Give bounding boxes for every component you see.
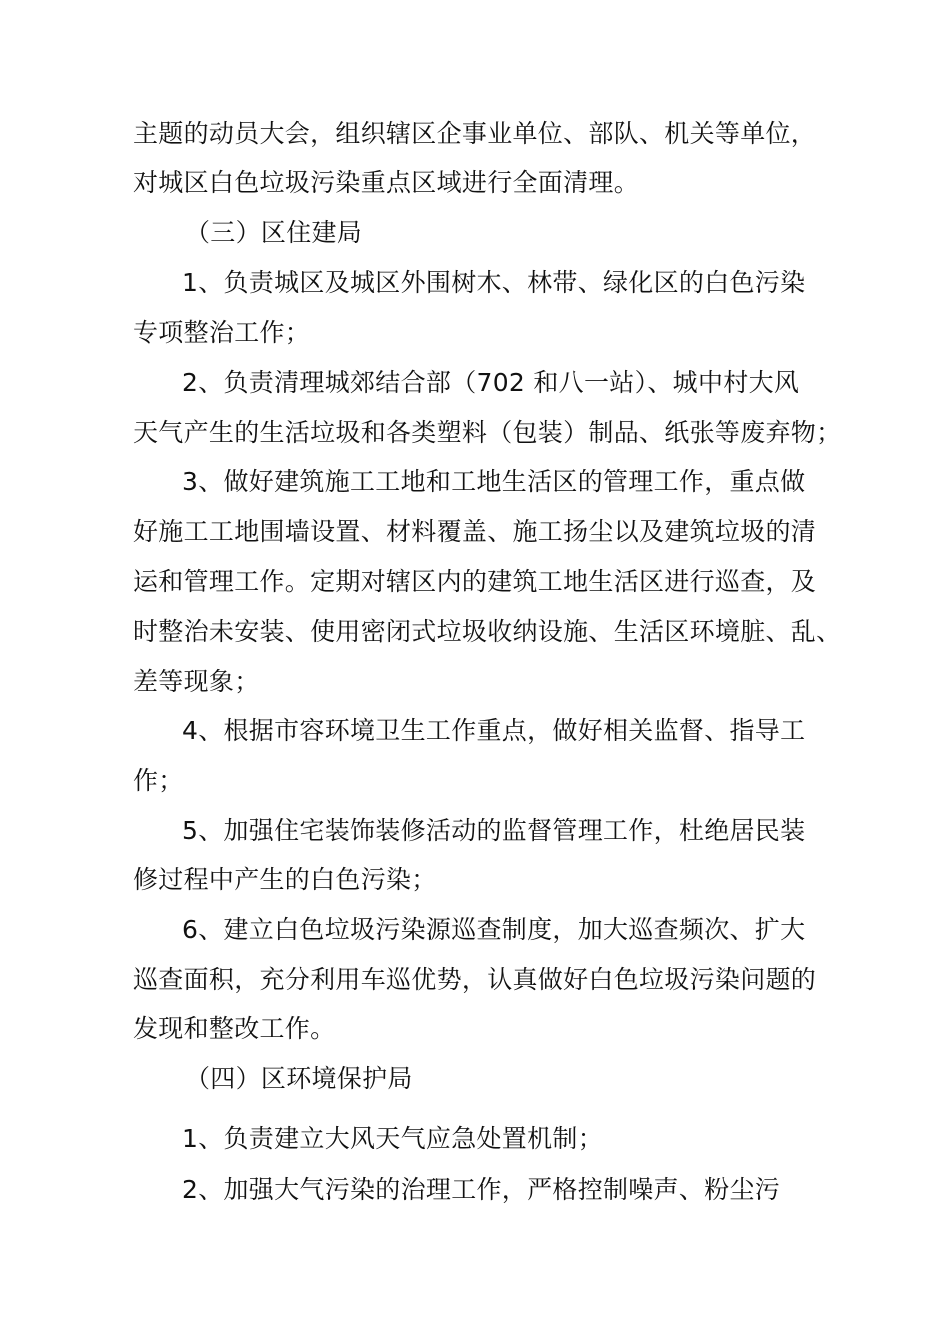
text-line: 运和管理工作。定期对辖区内的建筑工地生活区进行巡查，及 bbox=[133, 567, 817, 596]
section-heading: （四）区环境保护局 bbox=[185, 1064, 413, 1093]
text-line: 1、负责城区及城区外围树木、林带、绿化区的白色污染 bbox=[182, 268, 806, 297]
text-line: 发现和整改工作。 bbox=[133, 1014, 336, 1043]
text-line: 对城区白色垃圾污染重点区域进行全面清理。 bbox=[133, 168, 640, 197]
text-line: 作； bbox=[133, 766, 184, 795]
text-line: 1、负责建立大风天气应急处置机制； bbox=[182, 1124, 604, 1153]
text-line: 差等现象； bbox=[133, 667, 260, 696]
text-line: 天气产生的生活垃圾和各类塑料（包装）制品、纸张等废弃物； bbox=[133, 418, 842, 447]
text-line: 5、加强住宅装饰装修活动的监督管理工作，杜绝居民装 bbox=[182, 816, 806, 845]
text-line: 主题的动员大会，组织辖区企事业单位、部队、机关等单位， bbox=[133, 119, 817, 148]
text-line: 时整治未安装、使用密闭式垃圾收纳设施、生活区环境脏、乱、 bbox=[133, 617, 842, 646]
text-line: 2、负责清理城郊结合部（702 和八一站）、城中村大风 bbox=[182, 368, 800, 397]
text-line: 专项整治工作； bbox=[133, 318, 311, 347]
text-line: 修过程中产生的白色污染； bbox=[133, 865, 437, 894]
text-line: 4、根据市容环境卫生工作重点，做好相关监督、指导工 bbox=[182, 716, 806, 745]
text-line: 2、加强大气污染的治理工作，严格控制噪声、粉尘污 bbox=[182, 1175, 781, 1204]
section-heading: （三）区住建局 bbox=[185, 218, 363, 247]
text-line: 6、建立白色垃圾污染源巡查制度，加大巡查频次、扩大 bbox=[182, 915, 806, 944]
text-line: 巡查面积，充分利用车巡优势，认真做好白色垃圾污染问题的 bbox=[133, 965, 817, 994]
text-line: 3、做好建筑施工工地和工地生活区的管理工作，重点做 bbox=[182, 467, 806, 496]
text-line: 好施工工地围墙设置、材料覆盖、施工扬尘以及建筑垃圾的清 bbox=[133, 517, 817, 546]
